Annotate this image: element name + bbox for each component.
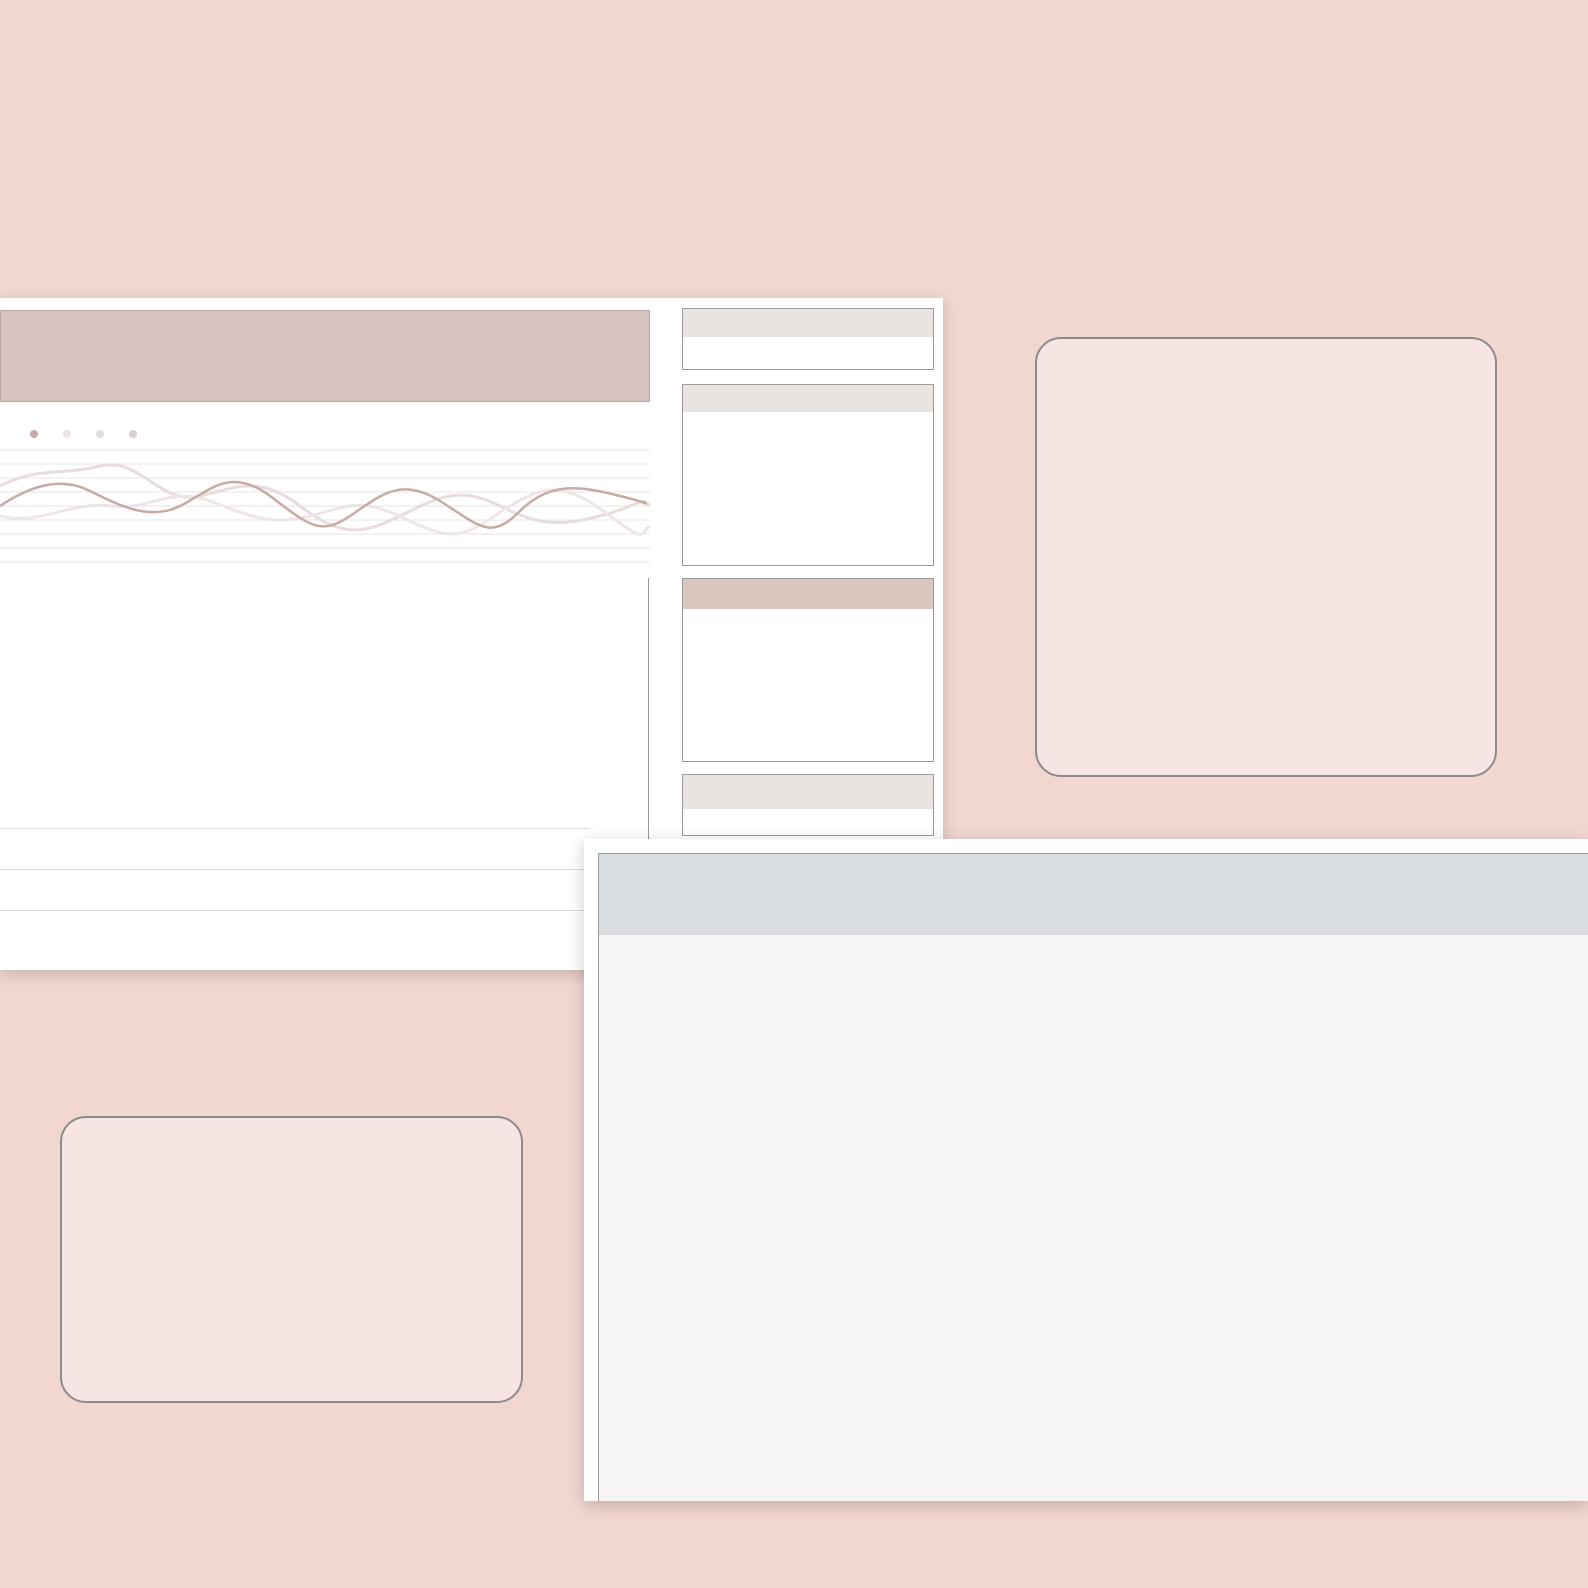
journal-banner xyxy=(598,853,1588,937)
journal-grid xyxy=(598,935,1588,1501)
frequency-mood-row xyxy=(683,609,933,639)
frequency-sleep-counts xyxy=(683,683,933,697)
legend-sleep xyxy=(63,430,76,438)
good-mood-day-value xyxy=(683,337,933,367)
frequency-mood-counts xyxy=(683,639,933,653)
activity-row xyxy=(0,828,590,863)
journal-info-card xyxy=(60,1116,523,1403)
journal-sheet xyxy=(584,839,1588,1501)
sleep-analysis-box xyxy=(682,774,934,836)
top-activities-box xyxy=(682,384,934,566)
moon-phase-row xyxy=(0,768,650,818)
activity-row xyxy=(0,910,590,945)
frequency-box xyxy=(682,578,934,762)
activities-strip xyxy=(0,828,590,970)
legend-mood xyxy=(30,430,43,438)
chart-legend xyxy=(30,430,142,438)
activity-row xyxy=(0,869,590,904)
good-mood-day-box xyxy=(682,308,934,370)
sleep-analysis-heading xyxy=(683,775,933,809)
mood-sleep-line-chart xyxy=(0,446,650,566)
legend-dot xyxy=(96,430,104,438)
legend-dot xyxy=(63,430,71,438)
top-activities-heading xyxy=(683,385,933,412)
sleep-hours-row xyxy=(0,668,650,718)
mood-row xyxy=(0,618,650,668)
legend-weather xyxy=(96,430,109,438)
weekday-row xyxy=(0,598,650,618)
frequency-weather-counts xyxy=(683,727,933,741)
weather-row xyxy=(0,718,650,768)
month-banner xyxy=(0,310,650,402)
day-number-row xyxy=(0,578,650,598)
monthly-entries-info-card xyxy=(1035,337,1497,777)
frequency-weather-row xyxy=(683,697,933,727)
frequency-sleep-row xyxy=(683,653,933,683)
daily-tracker-grid xyxy=(0,578,650,818)
legend-dot xyxy=(129,430,137,438)
legend-moon-phase xyxy=(129,430,142,438)
legend-dot xyxy=(30,430,38,438)
frequency-heading xyxy=(683,579,933,609)
good-mood-day-heading xyxy=(683,309,933,337)
